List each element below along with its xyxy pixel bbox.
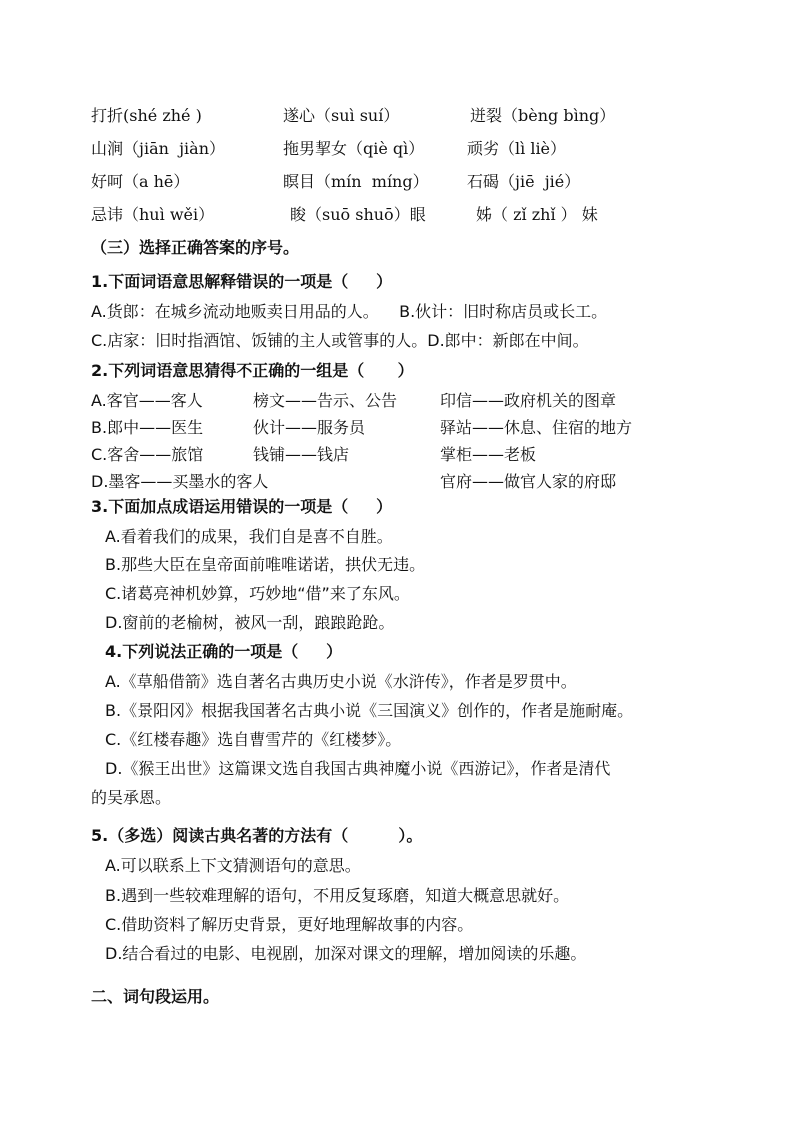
pinyin-item: 姊（ zǐ zhǐ ） 妹 [476,205,598,224]
pinyin-item: 拖男挈女（qiè qì） [283,139,425,158]
answer-option: C.诸葛亮神机妙算，巧妙地“借”来了东风。 [105,584,410,603]
pinyin-item: 瞑目（mín míng） [283,172,429,191]
pinyin-item: 山涧（jiān jiàn） [91,139,226,158]
answer-option: 伙计——服务员 [253,418,366,437]
pinyin-item: 石碣（jiē jié） [467,172,581,191]
answer-option: 榜文——告示、公告 [253,391,398,410]
question-stem: 4.下列说法正确的一项是（ ） [105,642,343,661]
answer-option: C.《红楼春趣》选自曹雪芹的《红楼梦》。 [105,730,402,749]
answer-option: B.那些大臣在皇帝面前唯唯诺诺，拱伏无违。 [105,555,426,574]
pinyin-item: 忌讳（huì wěi） [91,205,215,224]
answer-option: C.借助资料了解历史背景，更好地理解故事的内容。 [105,915,474,934]
pinyin-item: 好呵（a hē） [91,172,190,191]
question-stem: 2.下列词语意思猜得不正确的一组是（ ） [91,361,414,380]
pinyin-item: 迸裂（bèng bìng） [470,106,616,125]
pinyin-item: 顽劣（lì liè） [467,139,567,158]
answer-option: A.可以联系上下文猜测语句的意思。 [105,856,361,875]
pinyin-item: 打折(shé zhé ) [91,106,202,125]
answer-option: 钱铺——钱店 [253,445,350,464]
answer-option: C.客舍——旅馆 [91,445,204,464]
answer-option: A.货郎：在城乡流动地贩卖日用品的人。 B.伙计：旧时称店员或长工。 [91,302,608,321]
answer-option: 掌柜——老板 [440,445,537,464]
answer-option-continuation: 的吴承恩。 [91,788,172,807]
answer-option: B.遇到一些较难理解的语句，不用反复琢磨，知道大概意思就好。 [105,886,570,905]
answer-option: D.《猴王出世》这篇课文选自我国古典神魔小说《西游记》，作者是清代 [105,759,611,778]
answer-option: D.墨客——买墨水的客人 [91,472,269,491]
answer-option: A.看着我们的成果，我们自是喜不自胜。 [105,527,393,546]
question-stem: 1.下面词语意思解释错误的一项是（ ） [91,272,393,291]
pinyin-item: 遂心（suì suí） [283,106,400,125]
question-stem: 5.（多选）阅读古典名著的方法有（ ）。 [91,826,423,845]
answer-option: 官府——做官人家的府邸 [440,472,617,491]
answer-option: C.店家：旧时指酒馆、饭铺的主人或管事的人。D.郎中：新郎在中间。 [91,331,589,350]
section-heading: （三）选择正确答案的序号。 [91,238,300,257]
answer-option: 印信——政府机关的图章 [440,391,617,410]
question-stem: 3.下面加点成语运用错误的一项是（ ） [91,497,393,516]
answer-option: B.郎中——医生 [91,418,204,437]
answer-option: 驿站——休息、住宿的地方 [440,418,633,437]
answer-option: D.结合看过的电影、电视剧，加深对课文的理解，增加阅读的乐趣。 [105,944,587,963]
pinyin-item: 睃（suō shuō）眼 [290,205,426,224]
answer-option: B.《景阳冈》根据我国著名古典小说《三国演义》创作的，作者是施耐庵。 [105,701,634,720]
answer-option: D.窗前的老榆树，被风一刮，踉踉跄跄。 [105,613,395,632]
answer-option: A.《草船借箭》选自著名古典历史小说《水浒传》，作者是罗贯中。 [105,672,577,691]
section-heading: 二、词句段运用。 [91,987,220,1006]
answer-option: A.客官——客人 [91,391,203,410]
